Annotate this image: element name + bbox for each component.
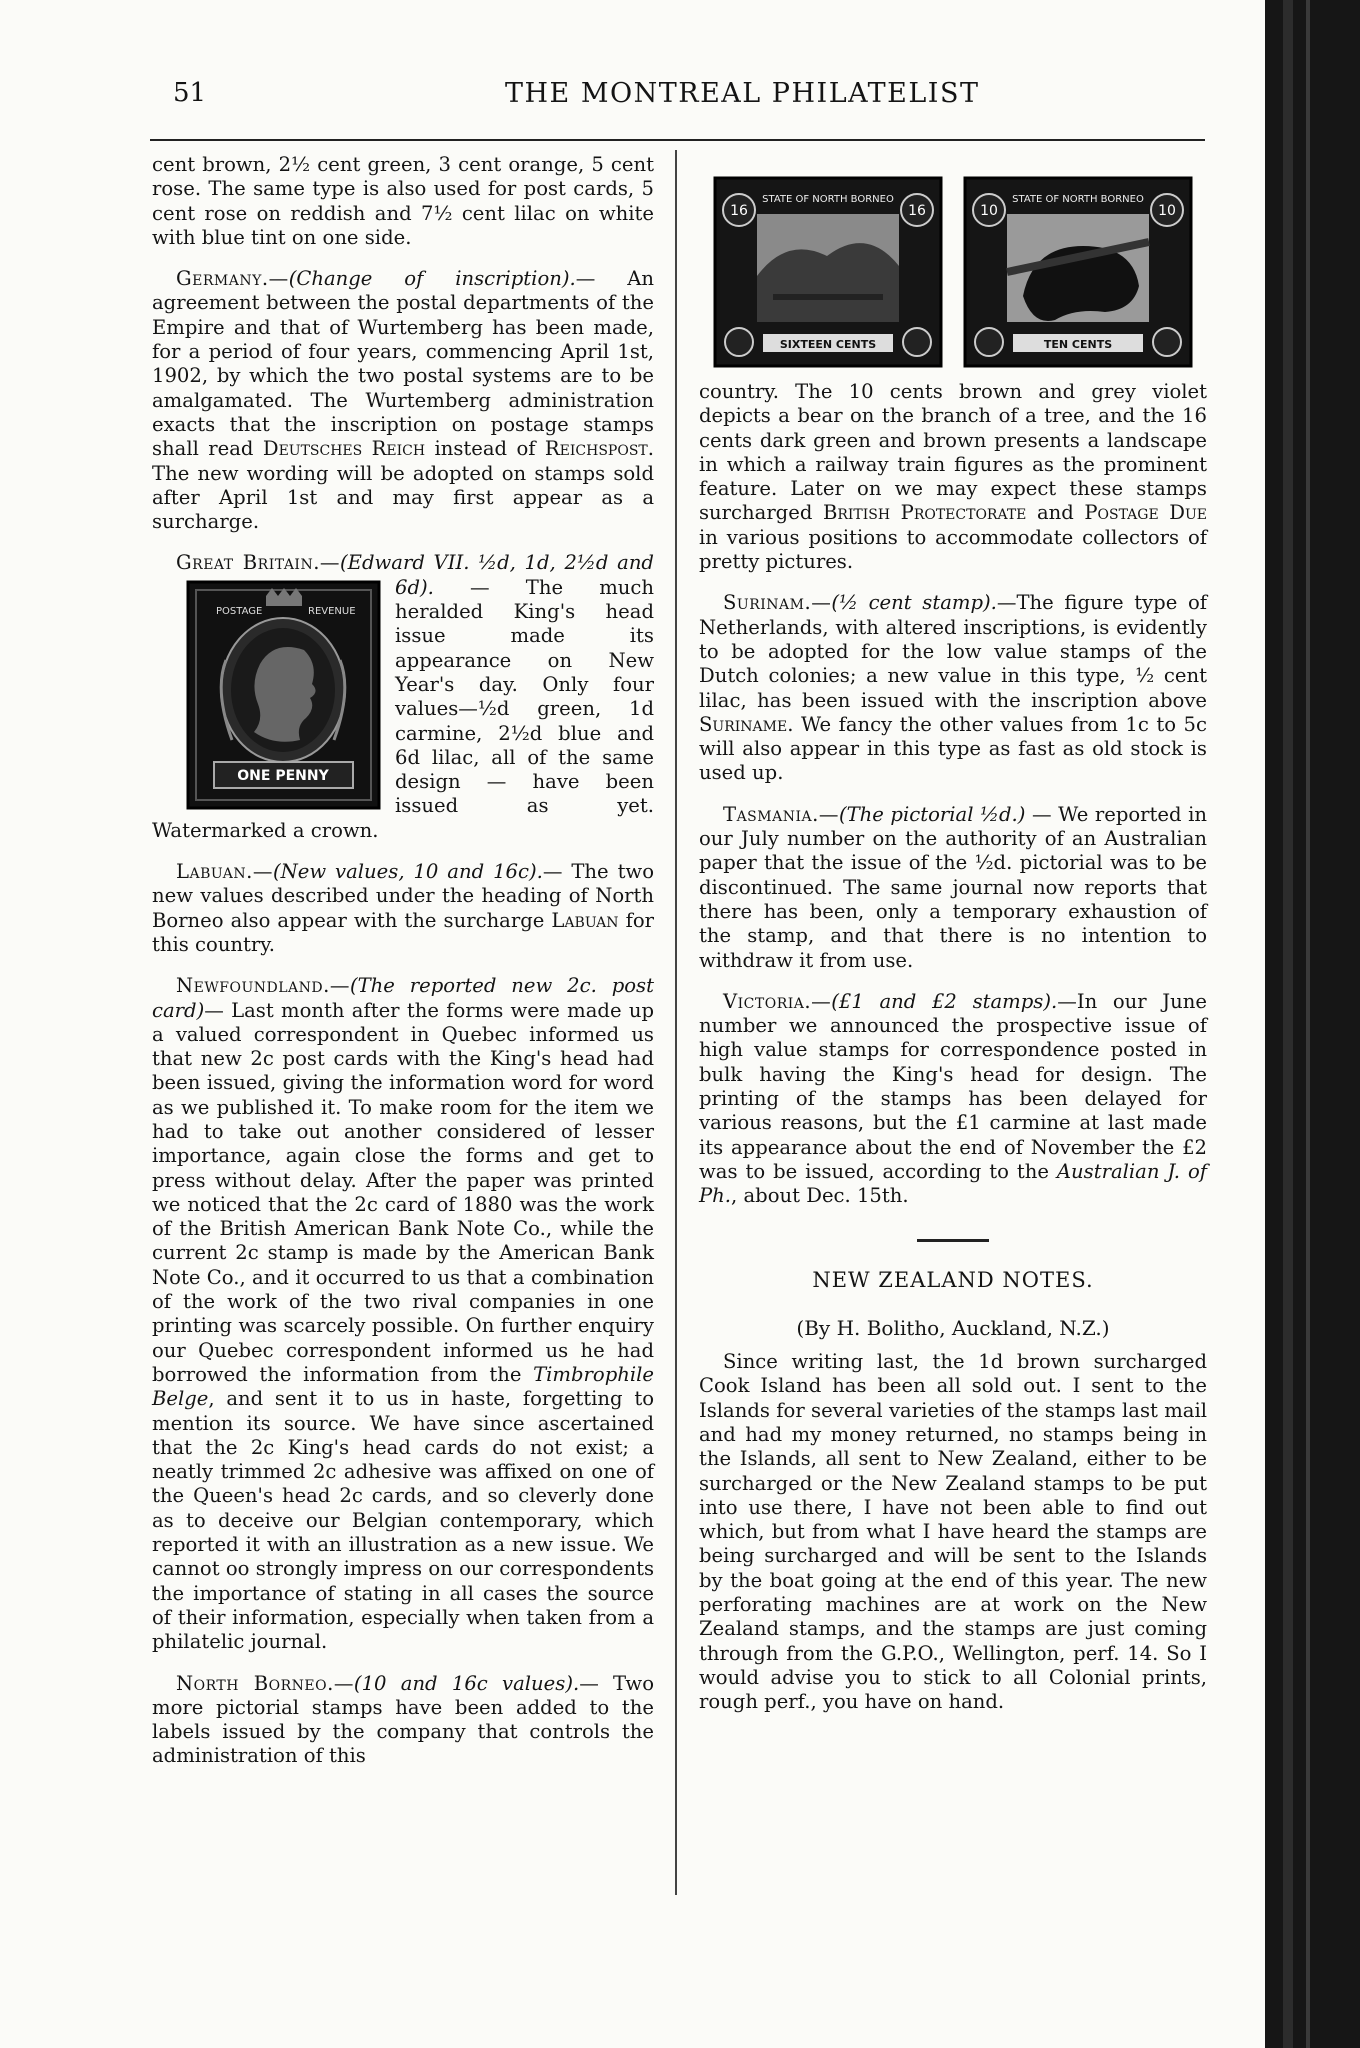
stamp-10-label: TEN CENTS [1043, 338, 1113, 351]
left-column [152, 153, 654, 1786]
stamp-revenue-text: REVENUE [308, 605, 356, 617]
great-britain-subhead: (Edward VII. ½d, 1d, 2½d and 6d). [340, 551, 654, 599]
header-rule [150, 139, 1205, 141]
stamp-10-state-text: STATE OF NORTH BORNEO [1012, 194, 1144, 205]
stamp-16-value-tl: 16 [730, 203, 748, 219]
surinam-heading: Surinam.— [723, 591, 832, 615]
germany-subhead: (Change of inscription). [288, 267, 576, 291]
running-head [0, 78, 1265, 128]
labuan-heading: Labuan.— [176, 860, 273, 884]
victoria-subhead: (£1 and £2 stamps). [831, 989, 1058, 1013]
north-borneo-continued-paragraph: country. The 10 cents brown and grey violet depicts a bear on the branch of a tree, and the 16 cents dark green and brown presents a landscape in which a railway train figures as the prominent feature. Later on we may expect these stamps surcharged British Protectorate and Postage Due in various positions to accommodate collectors of pretty pictures. [699, 380, 1207, 574]
nz-notes-paragraph: Since writing last, the 1d brown surcharged Cook Island has been all sold out. I sent to the Islands for several varieties of the stamps last mail and had my money returned, no stamps being in the Islands, all sent to New Zealand, either to be surcharged or the New Zealand stamps to be put into use there, I have not been able to find out which, but from what I have heard the stamps are being surcharged and will be sent to the Islands by the boat going at the end of this year. The new perforating machines are at work on the New Zealand stamps, and the stamps are just coming through from the G.P.O., Wellington, perf. 14. So I would advise you to stick to all Colonial prints, rough perf., you have on hand. [699, 1350, 1207, 1714]
column-divider [675, 150, 677, 1895]
germany-heading: Germany.— [176, 267, 289, 291]
kings-head-stamp-illustration [186, 580, 381, 810]
section-rule [917, 1239, 989, 1242]
nz-notes-title: NEW ZEALAND NOTES. [812, 1267, 1094, 1292]
stamp-16-label: SIXTEEN CENTS [779, 338, 877, 351]
tasmania-subhead: (The pictorial ½d.) [838, 802, 1026, 826]
stamp-one-penny-label: ONE PENNY [237, 767, 329, 784]
journal-title: THE MONTREAL PHILATELIST [505, 78, 980, 109]
page-number: 51 [173, 78, 207, 108]
book-edge-strip-2 [1306, 0, 1310, 2048]
north-borneo-stamps [713, 176, 1193, 371]
stamp-postage-text: POSTAGE [216, 605, 263, 617]
tasmania-heading: Tasmania.— [723, 802, 839, 826]
labuan-paragraph: Labuan.—(New values, 10 and 16c).— The two new values described under the heading of North Borneo also appear with the surcharge Labuan for this country. [152, 860, 655, 956]
right-column [699, 380, 1207, 1732]
book-edge-strip [1283, 0, 1293, 2048]
great-britain-paragraph: Great Britain.—(Edward VII. ½d, 1d, 2½d and 6d). POSTAGE REVENUE ONE PENNY — The much heralded King's head issue made its appearance on New Year's day. Only four values—½d green, 1d carmine, 2½d blue and 6d lilac, all of the same design — have been issued as yet. Watermarked a crown. [152, 551, 654, 842]
sixteen-cents-stamp-illustration [713, 176, 943, 368]
victoria-paragraph: Victoria.—(£1 and £2 stamps).—In our June number we announced the prospective issue of high value stamps for correspondence posted in bulk having the King's head for design. The printing of the stamps has been delayed for various reasons, but the £1 carmine at last made its appearance about the end of November the £2 was to be issued, according to the Australian J. of Ph., about Dec. 15th. [699, 989, 1207, 1208]
labuan-subhead: (New values, 10 and 16c). [272, 860, 543, 884]
stamp-16-state-text: STATE OF NORTH BORNEO [762, 194, 894, 205]
surinam-paragraph: Surinam.—(½ cent stamp).—The figure type of Netherlands, with altered inscriptions, is evidently to be adopted for the low value stamps of the Dutch colonies; a new value in this type, ½ cent lilac, has been issued with the inscription above Suriname. We fancy the other values from 1c to 5c will also appear in this type as fast as old stock is used up. [699, 591, 1207, 785]
book-edge [1265, 0, 1360, 2048]
north-borneo-paragraph: North Borneo.—(10 and 16c values).— Two more pictorial stamps have been added to the labels issued by the company that controls the administration of this [152, 1671, 654, 1768]
stamp-16-value-tr: 16 [908, 203, 926, 219]
tasmania-paragraph: Tasmania.—(The pictorial ½d.) — We reported in our July number on the authority of an Australian paper that the issue of the ½d. pictorial was to be discontinued. The same journal now reports that there has been, only a temporary exhaustion of the stamp, and that there is no intention to withdraw it from use. [699, 802, 1207, 972]
newfoundland-subhead: (The reported new 2c. post card) [152, 974, 654, 1022]
newfoundland-heading: Newfoundland.— [176, 974, 350, 998]
great-britain-heading: Great Britain.— [176, 551, 341, 575]
intro-paragraph: cent brown, 2½ cent green, 3 cent orange, 5 cent rose. The same type is also used for post cards, 5 cent rose on reddish and 7½ cent lilac on white with blue tint on one side. [152, 153, 654, 249]
nz-notes-byline: (By H. Bolitho, Auckland, N.Z.) [796, 1315, 1110, 1340]
surinam-subhead: (½ cent stamp). [831, 591, 997, 615]
stamp-10-value-tl: 10 [980, 203, 998, 219]
north-borneo-subhead: (10 and 16c values). [353, 1671, 580, 1695]
victoria-heading: Victoria.— [723, 989, 832, 1013]
north-borneo-heading: North Borneo.— [176, 1671, 354, 1695]
germany-paragraph: Germany.—(Change of inscription).— An agreement between the postal departments of the Empire and that of Wurtemberg has been made, for a period of four years, commencing April 1st, 1902, by which the two postal systems are to be amalgamated. The Wurtemberg administration exacts that the inscription on postage stamps shall read Deutsches Reich instead of Reichspost. The new wording will be adopted on stamps sold after April 1st and may first appear as a surcharge. [152, 267, 655, 534]
ten-cents-stamp-illustration [963, 176, 1193, 368]
stamp-10-value-tr: 10 [1158, 203, 1176, 219]
newfoundland-paragraph: Newfoundland.—(The reported new 2c. post card)— Last month after the forms were made up a valued correspondent in Quebec informed us that new 2c post cards with the King's head had been issued, giving the information word for word as we published it. To make room for the item we had to take out another considered of lesser importance, again close the forms and get to press without delay. After the paper was printed we noticed that the 2c card of 1880 was the work of the British American Bank Note Co., while the current 2c stamp is made by the American Bank Note Co., and it occurred to us that a combination of the work of the two rival companies in one printing was scarcely possible. On further enquiry our Quebec correspondent informed us he had borrowed the information from the Timbrophile Belge, and sent it to us in haste, forgetting to mention its source. We have since ascertained that the 2c King's head cards do not exist; a neatly trimmed 2c adhesive was affixed on one of the Queen's head 2c cards, and so cleverly done as to deceive our Belgian contemporary, which reported it with an illustration as a new issue. We cannot oo strongly impress on our correspondents the importance of stating in all cases the source of their information, especially when taken from a philatelic journal. [152, 974, 654, 1654]
